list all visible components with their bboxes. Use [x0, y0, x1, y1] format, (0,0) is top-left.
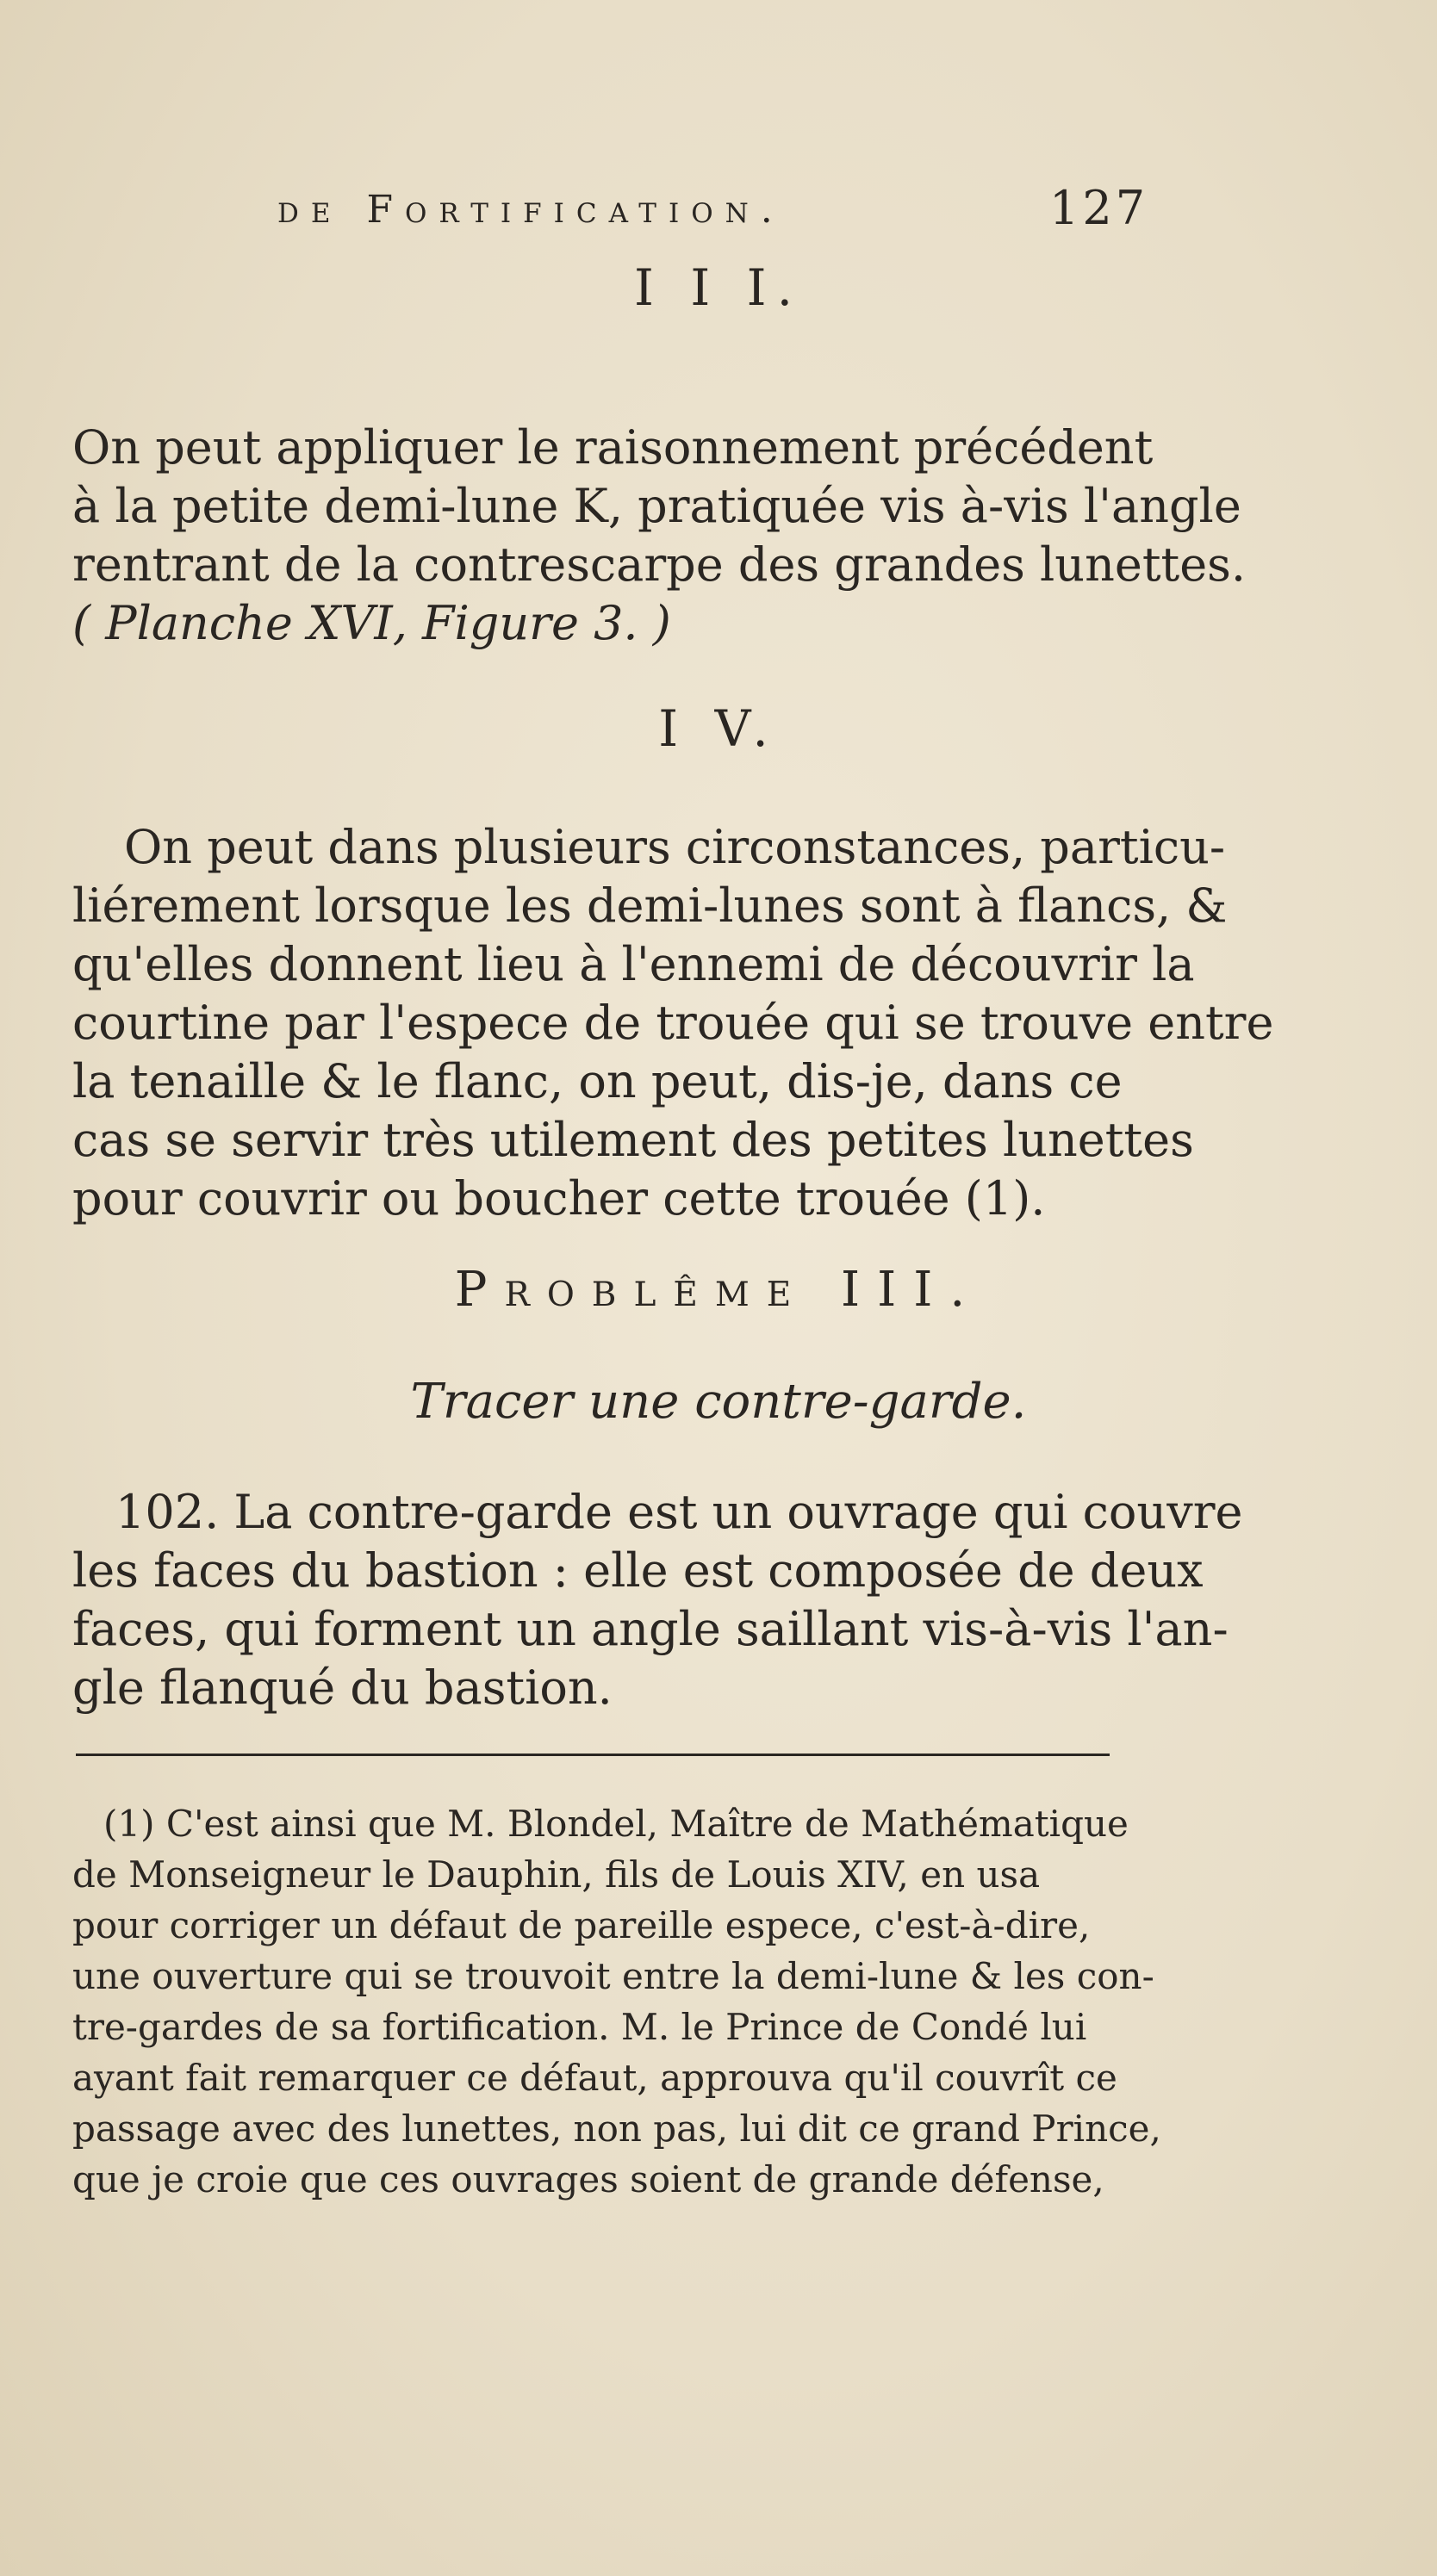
text-line: pour couvrir ou boucher cette trouée (1).	[72, 1171, 1046, 1226]
footnote-line: passage avec des lunettes, non pas, lui dit ce grand Prince,	[72, 2107, 1161, 2150]
text-line: cas se servir très utilement des petites lunettes	[72, 1113, 1194, 1167]
text-line: courtine par l'espece de trouée qui se trouve entre	[72, 996, 1274, 1050]
text-line: On peut dans plusieurs circonstances, particu-	[124, 820, 1226, 874]
section-heading-3: I I I.	[633, 258, 804, 317]
footnote-line: ayant fait remarquer ce défaut, approuva qu'il couvrît ce	[72, 2057, 1117, 2099]
figure-reference: ( Planche XVI, Figure 3. )	[72, 596, 671, 650]
footnote-divider	[76, 1754, 1110, 1756]
problem-subtitle: Tracer une contre-garde.	[410, 1374, 1027, 1430]
section-3-paragraph	[72, 419, 1247, 653]
text-line: à la petite demi-lune K, pratiquée vis à-vis l'angle	[72, 479, 1241, 533]
section-4-paragraph	[72, 818, 1274, 1228]
text-line: rentrant de la contrescarpe des grandes lunettes.	[72, 537, 1247, 592]
running-title: de Fortification.	[277, 188, 785, 232]
footnote-line: de Monseigneur le Dauphin, fils de Louis XIV, en usa	[72, 1853, 1041, 1896]
page-number: 127	[1049, 181, 1149, 235]
text-line: les faces du bastion : elle est composée de deux	[72, 1543, 1204, 1598]
text-line: la tenaille & le flanc, on peut, dis-je, dans ce	[72, 1054, 1123, 1108]
footnote-line: une ouverture qui se trouvoit entre la demi-lune & les con-	[72, 1955, 1154, 1997]
text-line: gle flanqué du bastion.	[72, 1660, 613, 1715]
text-line: On peut appliquer le raisonnement précédent	[72, 420, 1154, 475]
footnote	[72, 1798, 1161, 2205]
paragraph-102	[72, 1483, 1243, 1717]
text-line: qu'elles donnent lieu à l'ennemi de découvrir la	[72, 937, 1195, 991]
text-line: 102. La contre-garde est un ouvrage qui couvre	[115, 1485, 1243, 1539]
section-heading-4: I V.	[658, 699, 779, 758]
text-line: liérement lorsque les demi-lunes sont à flancs, &	[72, 878, 1228, 933]
footnote-line: que je croie que ces ouvrages soient de grande défense,	[72, 2158, 1104, 2200]
footnote-line: pour corriger un défaut de pareille espece, c'est-à-dire,	[72, 1904, 1091, 1946]
footnote-line: (1) C'est ainsi que M. Blondel, Maître de Mathématique	[103, 1803, 1129, 1845]
text-line: faces, qui forment un angle saillant vis-à-vis l'an-	[72, 1602, 1229, 1656]
footnote-line: tre-gardes de sa fortification. M. le Prince de Condé lui	[72, 2006, 1087, 2048]
problem-heading: Problême III.	[454, 1262, 983, 1318]
